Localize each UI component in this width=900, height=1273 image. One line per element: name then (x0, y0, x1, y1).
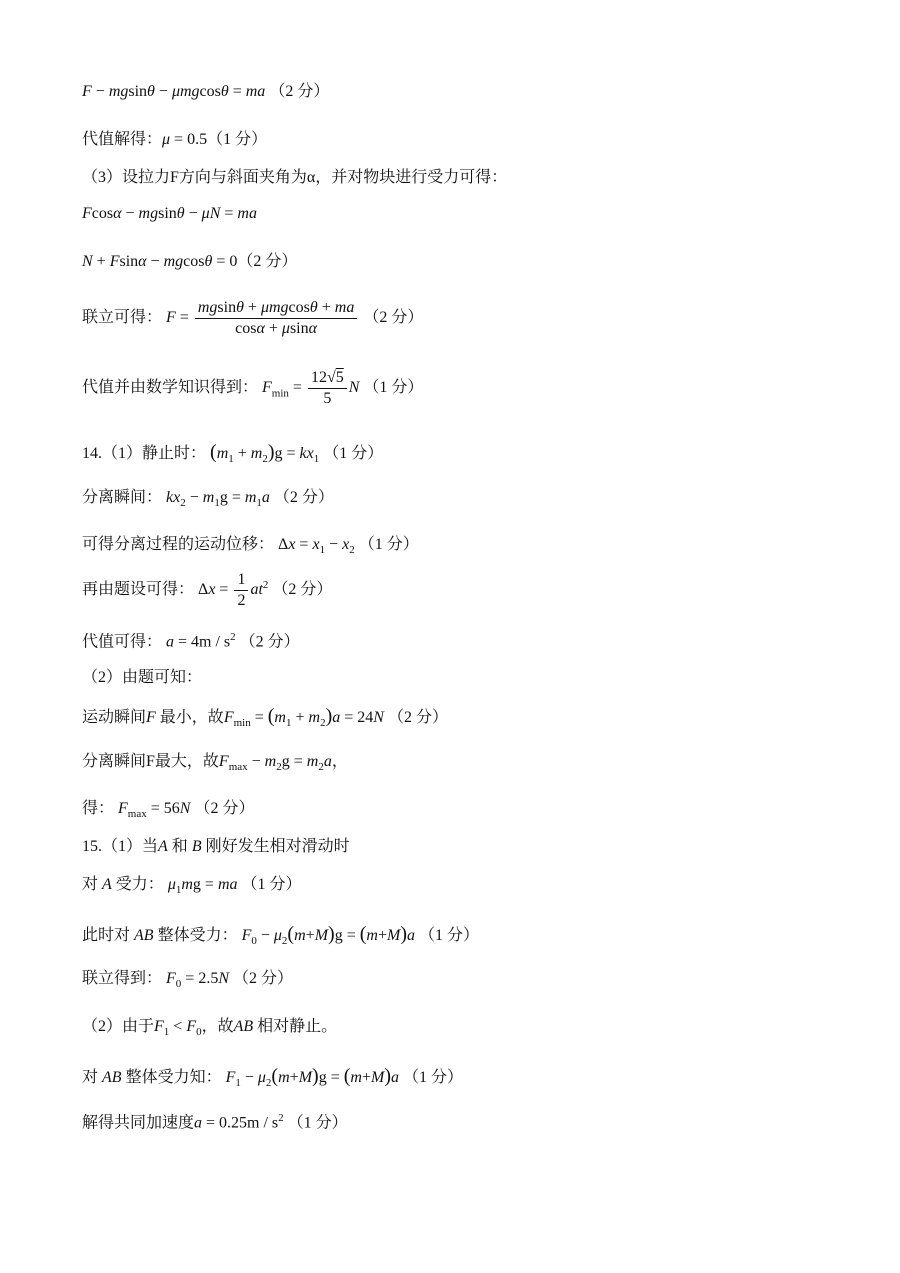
label-text: 受力： (115, 876, 164, 893)
score-note: （2 分） (273, 489, 334, 506)
score-note: （2 分） (363, 309, 424, 327)
label-text: 15.（1）当 (82, 838, 159, 855)
score-note: （1 分） (287, 1114, 348, 1132)
label-text: 代值并由数学知识得到： (82, 379, 259, 397)
score-note: （2 分） (387, 709, 448, 726)
q15-intro-line: 15.（1）当A 和 B 刚好发生相对滑动时 (82, 838, 350, 855)
label-text: 和 (171, 838, 188, 855)
score-note: （2 分） (272, 581, 333, 599)
section-3-text: （3）设拉力F方向与斜面夹角为α，并对物块进行受力可得： (82, 169, 508, 186)
q14-fmax-result: 得： $F_{max} = 56N$ （2 分） (82, 800, 255, 821)
q15-part2-line: （2）由于$F_1 < F_0$，故AB 相对静止。 (82, 1018, 338, 1039)
label-text: 整体受力知： (125, 1069, 222, 1086)
label-text: 运动瞬间 (82, 709, 147, 726)
q15-f0-line: 联立得到： $F_0 = 2.5N$ （2 分） (82, 970, 294, 991)
score-note: （1 分） (323, 445, 384, 462)
score-note: （1 分） (363, 379, 424, 397)
fmin-result-line: 代值并由数学知识得到： $F_{min}$ = $\frac{12√5}{5}$ N （1 分） (82, 369, 424, 407)
label-text: 整体受力： (157, 927, 238, 944)
label-text: （2）由于 (82, 1018, 155, 1035)
label-text: 最小，故 (159, 709, 224, 726)
equation-line-5: N + Fsinα − mgcosθ = 0（2 分） (82, 253, 298, 270)
fraction-fmin: $\frac{12√5}{5}$ (308, 370, 347, 407)
score-note: （2 分） (269, 83, 330, 100)
label-text: 分离瞬间F最大，故 (82, 753, 219, 770)
label-text: 此时对 (82, 927, 131, 944)
equation-line-1: F − mgsinθ − μmgcosθ = ma （2 分） (82, 83, 330, 100)
q15-ab-force2-line: 对 AB 整体受力知： $F_1 - \mu_2(m+M)g = (m+M)a$ （1 分） (82, 1065, 463, 1090)
q14-displacement-line: 可得分离过程的运动位移： $\Delta x = x_1 - x_2$ （1 分） (82, 536, 419, 557)
section-3-intro (82, 170, 507, 186)
score-note: （1 分） (418, 927, 479, 944)
q15-a-force-line: 对 A 受力： $\mu_1mg$ = ma （1 分） (82, 876, 302, 897)
label-text: 联立得到： (82, 970, 163, 987)
score-note: （2 分） (233, 970, 294, 987)
q14-fmax-line: 分离瞬间F最大，故$F_{max} - m_2g = m_2a$， (82, 753, 348, 774)
result-line-mu: 代值解得：μ = 0.5（1 分） (82, 131, 268, 148)
fraction-half: $\frac{1}{2}$ (234, 572, 248, 609)
label-text: 可得分离过程的运动位移： (82, 536, 275, 553)
q15-accel-line: 解得共同加速度$a = 0.25m / s^2$ （1 分） (82, 1112, 348, 1132)
label-text: 分离瞬间： (82, 489, 163, 506)
q14-static-line: 14.（1）静止时： $(m_1 + m_2)g = kx_1$ （1 分） (82, 441, 384, 466)
label-text: 相对静止。 (257, 1018, 338, 1035)
equation-line-4: Fcosα − mgsinθ − μN = ma (82, 205, 257, 222)
label-text: 解得共同加速度 (82, 1114, 195, 1132)
score-note: （1 分） (241, 876, 302, 893)
q15-ab-force-line: 此时对 AB 整体受力： $F_0 - \mu_2(m+M)g = (m+M)a$ （1 分） (82, 923, 479, 948)
q14-separation-line: 分离瞬间： $kx_2 - m_1g = m_1a$ （2 分） (82, 489, 334, 510)
label-text: 对 (82, 1069, 99, 1086)
q14-kinematics-line: 再由题设可得： Δx = $\frac{1}{2}$ $at^2$ （2 分） (82, 571, 333, 609)
label-text: 联立可得： (82, 309, 163, 327)
label-text: ，故 (201, 1018, 234, 1035)
label-text: 代值可得： (82, 633, 163, 651)
label-text: 再由题设可得： (82, 581, 195, 599)
section-text: （2）由题可知： (82, 669, 203, 686)
label-text: 刚好发生相对滑动时 (205, 838, 350, 855)
combined-formula-line: 联立可得： F = $\frac{\text{mgsinθ + μmgcosθ + ma}}{\cos\alpha + \mu\sin\alpha}$ （2 分） (82, 299, 424, 337)
label-text: 得： (82, 800, 115, 817)
fraction-F: $\frac{\text{mgsinθ + μmgcosθ + ma}}{\cos\alpha + \mu\sin\alpha}$ (195, 300, 358, 337)
score-note: （1 分） (402, 1069, 463, 1086)
q14-fmin-line: 运动瞬间F 最小，故$F_{min} = (m_1 + m_2)a = 24N$ （2 分） (82, 705, 448, 730)
score-note: （1 分） (358, 536, 419, 553)
label-text: 14.（1）静止时： (82, 445, 207, 462)
score-note: （2 分） (194, 800, 255, 817)
q14-accel-line: 代值可得： $a = 4m / s^2$ （2 分） (82, 631, 300, 651)
q14-part2-intro (82, 670, 202, 686)
label-text: 对 (82, 876, 99, 893)
score-note: （2 分） (239, 633, 300, 651)
